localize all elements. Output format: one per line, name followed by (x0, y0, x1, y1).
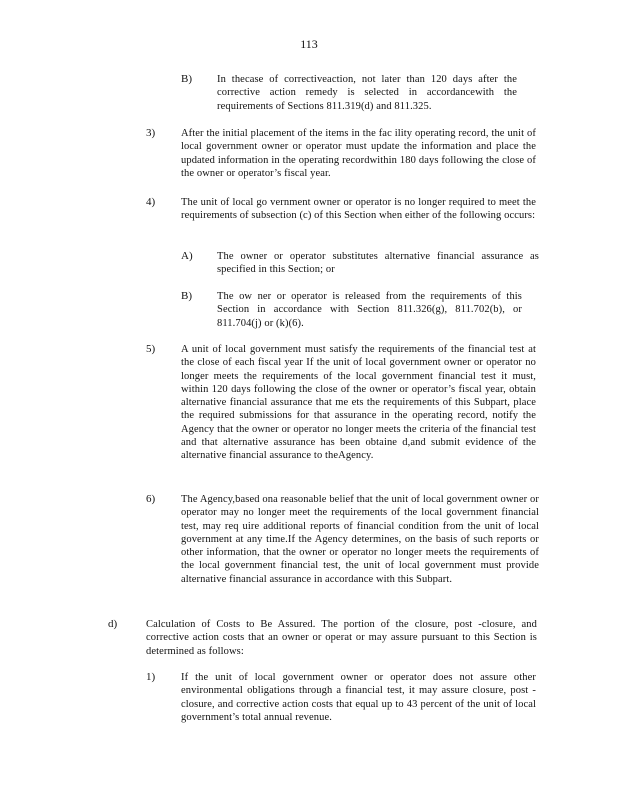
item-text: If the unit of local government owner or operator does not assure other environmental obligations through a financial test, it may assure closure, post -closure, and corrective action costs that equal up to 43 percent of the unit of local government’s total annual revenue. (181, 672, 536, 723)
item-text: The ow ner or operator is released from the requirements of this Section in accordance with Section 811.326(g), 811.702(b), or 811.704(j) or (k)(6). (217, 291, 522, 329)
item-text: A unit of local government must satisfy the requirements of the financial test at the close of each fiscal year If the unit of local government owner or operator no longer meets the requirements of the local government financial test it must, within 120 days following the close of the owner or operator’s fiscal year, obtain alternative financial assurance that me ets the requirements of this Subpart, place the required submissions for that assurance in the operating record, notify the Agency that the owner or operator no longer meets the criteria of the financial test and that alternative assurance has been obtaine d,and submit evidence of the alternative financial assurance to theAgency. (181, 344, 536, 462)
item-label: 4) (146, 196, 156, 208)
item-text: The unit of local go vernment owner or operator is no longer required to meet the requirements of subsection (c) of this Section when either of the following occurs: (181, 197, 536, 222)
item-label: 3) (146, 127, 156, 139)
item-label: A) (181, 250, 193, 262)
item-text: The Agency,based ona reasonable belief that the unit of local government owner or operator may no longer meet the requirements of the local government financial test, may req uire additional reports of financial condition from the unit of local government at any time.If the Agency determines, on the basis of such reports or other information, that the owner or operator no longer meets the requirements of the local government financial test, the unit of local government must provide alternative financial assurance in accordance with this Subpart. (181, 494, 539, 585)
item-label: B) (181, 290, 192, 302)
item-label: 6) (146, 493, 156, 505)
item-label: 1) (146, 671, 156, 683)
page-number: 113 (300, 37, 318, 51)
item-label: B) (181, 73, 192, 85)
item-text: After the initial placement of the items in the fac ility operating record, the unit of local government owner or operator must update the information and place the updated information in the operating recordwithin 180 days following the close of the owner or operator’s fiscal year. (181, 128, 536, 179)
item-label: d) (108, 618, 118, 630)
item-text: Calculation of Costs to Be Assured. The portion of the closure, post -closure, and corrective action costs that an owner or operat or may assure pursuant to this Section is determined as follows: (146, 619, 537, 657)
item-text: In thecase of correctiveaction, not later than 120 days after the corrective action remedy is selected in accordancewith the requirements of Sections 811.319(d) and 811.325. (217, 74, 517, 112)
item-label: 5) (146, 343, 156, 355)
item-text: The owner or operator substitutes alternative financial assurance as specified in this Section; or (217, 251, 539, 276)
